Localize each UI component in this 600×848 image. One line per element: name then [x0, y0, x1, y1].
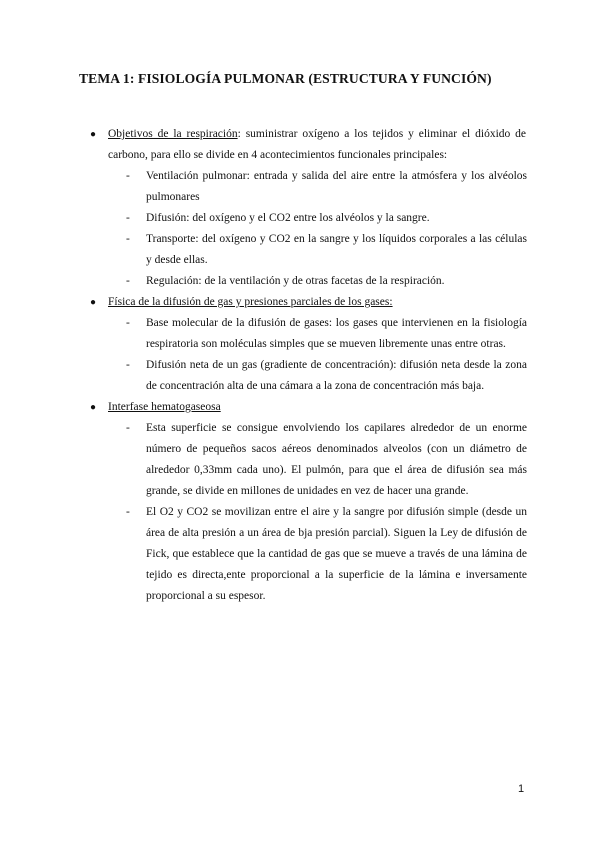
- list-item-text: Difusión: del oxígeno y el CO2 entre los alvéolos y la sangre.: [146, 212, 430, 224]
- list-item-text: El O2 y CO2 se movilizan entre el aire y la sangre por difusión simple (desde un área de alta presión a un área de bja presión parcial). Siguen la Ley de difusión de Fick, que establece que la cantidad de gas que se mueve a través de una lámina de tejido es directa,ente proporcional a la superficie de la lámina e inversamente proporcional a su espesor.: [146, 506, 527, 602]
- list-item: [126, 208, 527, 229]
- list-item: [126, 355, 527, 397]
- list-item-text: Transporte: del oxígeno y CO2 en la sangre y los líquidos corporales a las células y desde ellas.: [146, 233, 527, 266]
- bullet-dot-icon: ●: [90, 297, 97, 308]
- section-intro: : suministrar oxígeno a los tejidos y eliminar el dióxido de carbono, para ello se divide en 4 acontecimientos funcionales principales:: [108, 128, 526, 161]
- list-item-text: Difusión neta de un gas (gradiente de concentración): difusión neta desde la zona de concentración alta de una cámara a la zona de concentración más baja.: [146, 359, 527, 392]
- section-paragraph: [108, 292, 526, 313]
- list-item-text: Ventilación pulmonar: entrada y salida del aire entre la atmósfera y los alvéolos pulmonares: [146, 170, 527, 203]
- list-item-text: Regulación: de la ventilación y de otras facetas de la respiración.: [146, 275, 445, 287]
- list-item: [126, 271, 527, 292]
- dash-icon: -: [126, 170, 130, 182]
- section-paragraph: [108, 124, 526, 166]
- bullet-interfase: [90, 397, 526, 418]
- dash-icon: -: [126, 359, 130, 371]
- bullet-fisica: [90, 292, 526, 313]
- bullet-dot-icon: ●: [90, 129, 97, 140]
- dash-icon: -: [126, 212, 130, 224]
- bullet-objetivos: [90, 124, 526, 166]
- document-body: [0, 124, 600, 607]
- dash-icon: -: [126, 275, 130, 287]
- section-heading: Física de la difusión de gas y presiones parciales de los gases:: [108, 296, 393, 308]
- section-paragraph: [108, 397, 526, 418]
- dash-icon: -: [126, 506, 130, 518]
- page-number: 1: [518, 783, 525, 795]
- section-heading: Objetivos de la respiración: [108, 128, 238, 140]
- sublist: [108, 166, 526, 292]
- list-item-text: Esta superficie se consigue envolviendo los capilares alrededor de un enorme número de pequeños sacos aéreos denominados alveolos (con un diámetro de alrededor 0,33mm cada uno). El pulmón, para que el área de difusión sea más grande, se divide en millones de unidades en vez de hacer una grande.: [146, 422, 527, 497]
- section-heading: Interfase hematogaseosa: [108, 401, 221, 413]
- list-item: [126, 313, 527, 355]
- bullet-dot-icon: ●: [90, 402, 97, 413]
- sublist: [108, 418, 526, 607]
- list-item: [126, 166, 527, 208]
- sublist: [108, 313, 526, 397]
- list-item: [126, 502, 527, 607]
- document-title: TEMA 1: FISIOLOGÍA PULMONAR (ESTRUCTURA Y FUNCIÓN): [79, 71, 492, 86]
- list-item: [126, 229, 527, 271]
- list-item-text: Base molecular de la difusión de gases: los gases que intervienen en la fisiología respiratoria son moléculas simples que se mueven libremente unas entre otras.: [146, 317, 527, 350]
- dash-icon: -: [126, 422, 130, 434]
- dash-icon: -: [126, 233, 130, 245]
- dash-icon: -: [126, 317, 130, 329]
- list-item: [126, 418, 527, 502]
